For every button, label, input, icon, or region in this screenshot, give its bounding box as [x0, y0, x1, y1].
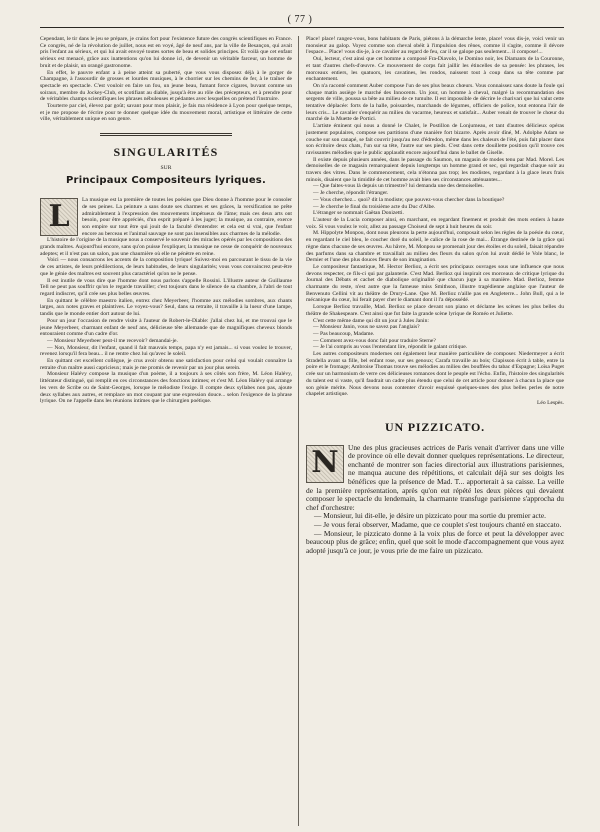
section-paragraph: En quittant le célèbre maestro italien, entrez chez Meyerbeer, l'homme aux mélodies sombres, aux chants larges, aux notes graves et plaintives. Le voyez-vous? Seul, dans sa retraite, il travaille à la lueur d'une lampe, tandis que le monde entier dort autour de lui. [40, 297, 292, 318]
article-paragraph: L'auteur de la Lucia composer ainsi, en marchant, en regardant finement et produit des mots entiers à haute voix. Si vous voulez le voir, allez au passage Choiseul de sept à huit heures du soir. [306, 216, 564, 230]
section-paragraph: En quittant cet excellent collègue, je crus avoir obtenu une satisfaction pour celui qui voulait connaître la retraite d'un maître aussi capricieux; mais je me promis de revenir par un jour plus serein. [40, 358, 292, 371]
top-rule [40, 27, 564, 28]
article-paragraph: — Je cherche, répondit l'étranger. [313, 190, 389, 197]
intro-paragraph: En effet, le pauvre enfant a à peine atteint sa puberté, que vous vous disposez déjà à le gorger de Champagne, à l'assourdir de grosses et lourdes musiques, à le chorrier sur les chemins de fer, à le traîner de spectacle en spectacle. C'est vouloir en faire un fou, un jeune beau, fumant force cigares, buvant comme un soiraux, membre du Jockey-Club, et scotifiant au diable, jusqu'à être au rôle des précepteurs, et à prendre pour de véritables champs scientifiques les phrases nébuleuses et pédantes avec lesquelles on prétend l'instruire. [40, 69, 292, 103]
article-paragraph: On n'a raconté comment Auber compose l'un de ses plus beaux chœurs. Vous connaissez sans doute la foule qui chaque matin assiège le marché des Innocents. Un jour, un homme à cheval, malgré la recommandation des sergents de ville, poussa sa bête au milieu de ce tumulte. Il est impossible de décrire le charivari que lui valut cette tentative déplacée: forts de la halle, poissardes, marchands de légumes, officiers de police, tout entonna l'air de leurs cris... Le cavalier s'enquérir au milieu du vacarme, heureux et satisfait... Auber venait de trouver le chœur du marché de la Muette de Portici. [306, 82, 564, 123]
article-paragraph: — Vous cherchez... quoi? dit la modiste; que pouvez-vous chercher dans la boutique? [313, 196, 505, 203]
section-body [40, 197, 292, 405]
section-paragraph: Voici — nous consacrons les accents de la composition lyrique! Suivez-moi en parcourant le tissu de la vie de ces artistes, de leurs prédilections, de leurs habitudes, de leurs singularités; vous vous convaincrez peut-être que le génie des maîtres est souvent plus caractériel qu'on ne le pense. [40, 257, 292, 277]
article-paragraph: Oui, lecteur, c'est ainsi que cet homme a composé Fra-Diavolo, le Domino noir, les Diamants de la Couronne, et tant d'autres chefs-d'œuvre. Ce mouvement de corps fait jaillir les étincelles de sa pensée: les phrases, les morceaux entiers, les quatuors, les cavatines, les rondos, naissent tout à coup dans sa tête comme par enchantement. [306, 56, 564, 83]
pizzicato-paragraph: Une des plus gracieuses actrices de Paris venait d'arriver dans une ville de province où elle devait donner quelques représentations. Le directeur, enchanté de montrer son facies directorial aux illustrations parisiennes, ne manqua aucune des répétitions, et calculait déjà sur ses doigts les bénéfices que la présence de Mad. T... apporterait à sa caisse. La veille de la première représentation, après qu'on eut répété les deux pièces qui devaient composer le spectacle du lendemain, la charmante transfuge parisienne s'approcha du chef d'orchestre: [306, 442, 564, 512]
article-paragraph: L'étranger se nommait Gaëtan Donizetti. [313, 210, 404, 217]
section-rule-top [100, 133, 232, 134]
signature: Léo Lespès. [536, 399, 564, 406]
pizzicato-title: UN PIZZICATO. [385, 419, 485, 434]
article-paragraph: M. Hippolyte Monpou, dont nous pleurons la perte aujourd'hui, composait selon les règles de la poésie du cœur, en regardant le ciel bleu, le coucher doré du soleil, le calice de la rose de mai... Étrange destinée de la grâce qui règne dans chacune de ses œuvres. Au hâvre, M. Monpou se promenait jour des étoiles et du soleil, faisait répandre des parfums dans sa chambre et travaillait au milieu des fleurs du salon qu'on lui avait dédié le Vole blanc, le Dernier et l'une des plus douces fleurs de son imagination. [306, 230, 564, 264]
page-number: ( 77 ) [287, 14, 313, 25]
article-paragraph: — Je l'ai compris au vous l'entendant lire, répondit le galant critique. [313, 344, 468, 351]
article-paragraph: — Monsieur Janin, vous ne savez pas l'anglais? [313, 324, 420, 331]
article-paragraph: — Je cherche le final du troisième acte du Duc d'Albe. [313, 203, 436, 210]
article-paragraph: C'est cette même dame qui dit un jour à Jules Janin: [313, 317, 429, 324]
drop-cap-ornament: L [40, 198, 78, 236]
pizzicato-paragraph: — Je vous ferai observer, Madame, que ce couplet s'est toujours chanté en staccato. [314, 520, 562, 530]
article-paragraph: L'artiste éminent qui nous a donné le Chalet, le Postillon de Lonjumeau, et tant d'autres délicieux opéras justement populaires, compose ses partitions d'une manière fort bizarre. Après avoir dîné, M. Adolphe Adam se couche sur son canapé, se fait couvrir jusqu'au nez d'édredon, même dans les chaleurs de l'été, puis fait placer dans son écritoire deux chats, l'un sur sa tête, l'autre sur ses pieds. C'est dans cette douillette position qu'il trouve ces ravissantes mélodies que le public applaudit encore aujourd'hui dans le ballet de Giselle. [306, 123, 564, 156]
pizzicato-paragraph: — Monsieur, lui dit-elle, je désire un pizzicato pour ma sortie du premier acte. [314, 511, 547, 521]
section-paragraph: — Monsieur Meyerbeer peut-il me recevoir? demandai-je. [47, 337, 178, 344]
section-sur: SUR [160, 165, 172, 172]
article-paragraph: — Que faites-vous là depuis un trimestre? lui demanda une des demoiselles. [313, 183, 484, 190]
section-rule-top-2 [100, 135, 232, 136]
section-paragraph: La musique est la première de toutes les poésies que Dieu donne à l'homme pour le consoler de ses peines. La peinture a sans doute ses charmes et ses grâces, la versification ne prête admirablement à l'expression des mouvements impétueux de l'âme; mais ces deux arts ont besoin, pour être appréciés, d'un esprit préparé à les juger; la musique, au contraire, exerce son empire sur tout être qui jouit de la faculté d'entendre: et cela est si vrai, que l'enfant encore au berceau et l'animal sauvage ne sont pas insensibles aux charmes de la mélodie. [82, 197, 292, 237]
pizzicato-body [306, 444, 564, 556]
intro-paragraph: Tourterre par ciel, élevez par goût; savant pour mon plaisir, je fais ma résidence à Lyon pour quelque temps, et je me propose de t'écrire pour te donner quelque idée du mouvement moral, artistique et littéraire de cette ville, véritablement unique en son genre. [40, 103, 292, 123]
intro-paragraph: Cependant, le tir dans le jeu se prépare, je crains fort pour l'existence future des congrès scientifiques en France. Ce congrès, né de la révolution de juillet, nous est en voyé, âgé de neuf ans, par la ville de Besançon, qui avait pris l'enfant au sérieux, et qui lui avait envoyé toutes sortes de beau et solides principes. Et voilà que cet enfant sérieux est menacé, grâce aux inattentions qu'on lui donne ici, de devenir un véritable farceur, un homme de bruit et de plaisir, un orangé gastronome. [40, 36, 292, 69]
article-paragraph: Le compositeur fantastique, M. Hector Berlioz, a écrit ses principaux ouvrages sous une influence que nous devons respecter, ce fils-ci qui par galanterie. C'est Mad. Berlioz qui inspirait ces morceaux de critique lyrique du Journal des Débats et cachet de diabolique originalité que chacun juge à sa manière. Mad. Berlioz, femme charmante du reste, n'est autre que la fameuse miss Smithson, illustre tragédienne anglaise que l'auteur de Benvenuto Cellini vit au théâtre de Drury-Lane. Que M. Berlioz n'aille pas en Angleterre... John Bull, qui a le mécanique du cœur, lui ferait payer cher le diamant dont il l'a dépossédé. [306, 263, 564, 304]
section-paragraph: Pour un jour l'occasion de rendre visite à l'auteur de Robert-le-Diable: j'allai chez lui, et me trouvai que le jeune Meyerbeer, charmant enfant de neuf ans, délicieuse tête allemande que de magnifiques cheveux blonds entouraient comme d'un cadre d'or. [40, 317, 292, 338]
left-column [40, 36, 292, 826]
article-paragraph: Il existe depuis plusieurs années, dans le passage du Saumon, un magasin de modes tenu par Mad. Morel. Les demoiselles de ce magasin remarquaient depuis longtemps un homme grand et sec, qui regardait chaque soir au travers des vitres. Dans le commencement, cela n'étonna pas trop; les modistes, regardant à la glace leurs frais minois, disaient que la timidité de cet homme avait bien ses circonstances atténuantes... [306, 156, 564, 183]
section-paragraph: Monsieur Halévy compose la musique d'un poème, il a toujours à ses côtés son frère, M. Léon Halévy, littérateur distingué, qui remplit en ces circonstances des fonctions intimes; et c'est M. Léon Halévy qui arrange les vers de Scribe ou de Saint-Georges, lorsque le mélodiste l'exige. Il compte deux syllabes non pas, ajoute deux syllabes aux autres, et remplace un mot coupant par une expression douce... selon l'exigence de la phrase lyrique. On ne l'appelle dans les réunions intimes que le chirurgien poétique. [40, 371, 292, 405]
article-paragraph: Place! place! rangez-vous, bons habitants de Paris, piétons à la démarche lente, place! vous dis-je, voici venir un monsieur au galop. Voyez comme son cheval obéit à l'impulsion des rênes, comme il s'agite, comme il dévore l'espace... Place! vous dis-je, à ce cavalier au regard de feu, car il se galope pas seulement... il compose!... [306, 36, 564, 56]
article-paragraph: — Pas beaucoup, Madame. [313, 330, 375, 337]
right-column [306, 36, 564, 826]
pizzicato-paragraph: — Monsieur, le pizzicato donne à la voix plus de force et peut la développer avec beaucoup plus de grâce; enfin, quel que soit le mode d'accompagnement que vous ayez adopté jusqu'à ce jour, je vous prie de me faire un pizzicato. [306, 528, 564, 555]
section-subtitle: Principaux Compositeurs lyriques. [66, 175, 266, 187]
article-paragraph: Lorsque Berlioz travaille, Mad. Berlioz se place devant son piano et déclame les scènes les plus belles du théâtre de Shakespeare. C'est ainsi que fut faite la grande scène lyrique de Roméo et Juliette. [306, 304, 564, 317]
drop-cap-ornament: N [306, 445, 344, 483]
section-paragraph: Il est inutile de vous dire que l'homme dont nous parlons s'appelle Rossini. L'illustre auteur de Guillaume Tell ne peut pas souffrir qu'on le regarde travailler; c'est toujours dans le silence de sa chambre, à l'abri de tout regard indiscret, qu'il crée ses plus belles œuvres. [40, 277, 292, 297]
section-paragraph: — Non, Monsieur, dit l'enfant, quand il fait mauvais temps, papa n'y est jamais... si vous voulez le trouver, revenez lorsqu'il fera beau... il ne rentre chez lui qu'avec le soleil. [40, 344, 292, 358]
column-divider [298, 36, 299, 826]
article-paragraph: — Comment avez-vous donc fait pour traduire Sterne? [313, 337, 436, 344]
section-paragraph: L'histoire de l'origine de la musique nous a conservé le souvenir des miracles opérés par les compositions des grands maîtres. Aujourd'hui encore, sans qu'on puisse l'expliquer, la musique ne cesse de conquérir de nouveaux adeptes; et il n'est pas un salon, pas une chaumière où elle ne pénètre en reine. [40, 237, 292, 257]
section-title: SINGULARITÉS [113, 145, 219, 160]
article-paragraph: Les autres compositeurs modernes ont également leur manière particulière de composer. Niedermeyer a écrit Stradella avant sa fille, bel enfant rose, sur ses genoux; Carafa travaille au bois; Clapisson écrit à table, entre la poire et le fromage; Ambroise Thomas trouve ses mélodies au milieu des bouffées du tabac d'Espagne; Loïsa Puget crée sur un harmonium de verre ces délicieuses romances dont le peuple est l'écho. Enfin, l'histoire des singularités du talent est si vaste, qu'il faudrait un cadre plus étendu que celui de cet article pour donner à chacun la place que son génie mérite. Nous devons nous contenter d'avoir esquissé quelques-unes des plus belles perles de notre chapelet artistique. [306, 351, 564, 398]
